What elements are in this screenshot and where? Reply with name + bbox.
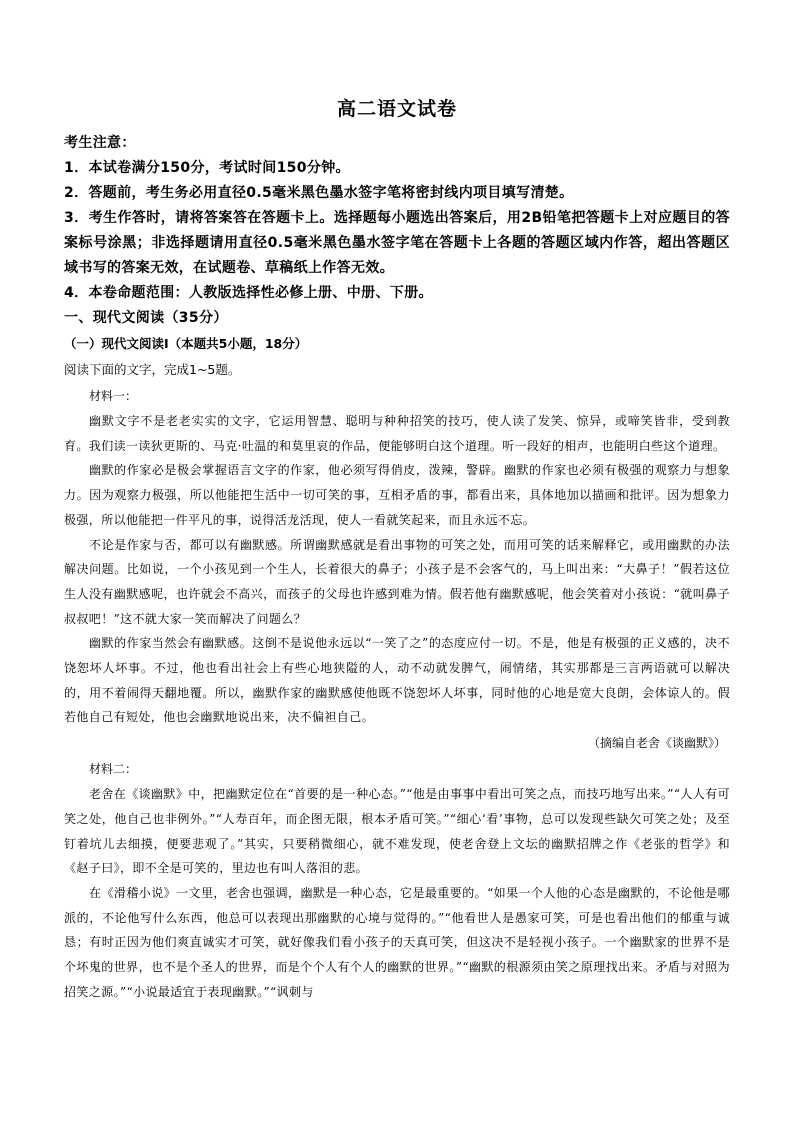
reading-instruction: 阅读下面的文字，完成1~5题。	[64, 362, 241, 377]
subsection-heading: （一）现代文阅读Ⅰ（本题共5小题，18分）	[64, 336, 308, 351]
material-one-paragraph: 幽默的作家当然会有幽默感。这倒不是说他永远以“一笑了之”的态度应付一切。不是，他是有极强的正义感的，决不饶恕坏人坏事。不过，他也看出社会上有些心地狭隘的人，动不动就发脾气，闹情绪，其实那都是三言两语就可以解决的，用不着闹得天翻地覆。所以，幽默作家的幽默感使他既不饶恕坏人坏事，同时他的心地是宽大良朗，会体谅人的。假若他自己有短处，他也会幽默地说出来，决不偏袒自己。	[64, 636, 730, 725]
material-two-paragraph: 在《滑稽小说》一文里，老舍也强调，幽默是一种心态，它是最重要的。“如果一个人他的心态是幽默的，不论他是哪派的，不论他写什么东西，他总可以表现出那幽默的心境与觉得的。”“他看世人是愚家可笑，可是也看出他们的郁重与诚恳；有时正因为他们爽直诚实才可笑，就好像我们看小孩子的天真可笑，但这决不是轻视小孩子。一个幽默家的世界不是个坏鬼的世界，也不是个圣人的世界，而是个个人有个人的幽默的世界。”“幽默的根源须由笑之原理找出来。矛盾与对照为招笑之源。”“小说最适宜于表现幽默。”“讽刺与	[64, 885, 730, 999]
material-one-paragraph: 幽默文字不是老老实实的文字，它运用智慧、聪明与种种招笑的技巧，使人读了发笑、惊异，或啼笑皆非，受到教育。我们读一读狄更斯的、马克·吐温的和莫里哀的作品，便能够明白这个道理。听一段好的相声，也能明白些这个道理。	[64, 414, 730, 453]
notice-item-3: 3．考生作答时，请将答案答在答题卡上。选择题每小题选出答案后，用2B铅笔把答题卡上对应题目的答案标号涂黑；非选择题请用直径0.5毫米黑色墨水签字笔在答题卡上各题的答题区域内作答，超出答题区域书写的答案无效，在试题卷、草稿纸上作答无效。	[64, 210, 730, 276]
section-heading: 一、现代文阅读（35分）	[64, 310, 228, 326]
notice-block	[64, 131, 730, 306]
material-one-label: 材料一：	[89, 389, 138, 403]
exam-page	[64, 96, 730, 1004]
section-modern-reading	[64, 306, 730, 1004]
material-two-label: 材料二：	[89, 762, 138, 777]
page-title: 高二语文试卷	[336, 98, 457, 120]
notice-item-4: 4．本卷命题范围：人教版选择性必修上册、中册、下册。	[64, 285, 433, 301]
material-one-paragraph: 幽默的作家必是极会掌握语言文字的作家，他必须写得俏皮，泼辣，警辟。幽默的作家也必须有极强的观察力与想象力。因为观察力极强，所以他能把生活中一切可笑的事，互相矛盾的事，都看出来，具体地加以描画和批评。因为想象力极强，所以他能把一件平凡的事，说得活龙活现，使人一看就笑起来，而且永远不忘。	[64, 463, 730, 527]
material-one	[64, 383, 730, 756]
notice-item-1: 1．本试卷满分150分，考试时间150分钟。	[64, 160, 350, 176]
notice-heading: 考生注意：	[64, 135, 136, 151]
material-one-source: （摘编自老舍《谈幽默》）	[587, 736, 726, 751]
material-two-paragraph: 老舍在《谈幽默》中，把幽默定位在“首要的是一种心态。”“他是由事事中看出可笑之点，而技巧地写出来。”“人人有可笑之处，他自己也非例外。”“人寿百年，而企图无限，根本矛盾可笑。”“细心‘看’事物，总可以发现些缺欠可笑之处；及至钉着坑儿去细摸，便要悲观了。”其实，只要稍微细心，就不难发现，使老舍登上文坛的幽默招牌之作《老张的哲学》和《赵子曰》，即不全是可笑的，里边也有叫人落泪的悲。	[64, 787, 730, 876]
notice-item-2: 2．答题前，考生务必用直径0.5毫米黑色墨水签字笔将密封线内项目填写清楚。	[64, 185, 574, 201]
material-one-paragraph: 不论是作家与否，都可以有幽默感。所谓幽默感就是看出事物的可笑之处，而用可笑的话来解释它，或用幽默的办法解决问题。比如说，一个小孩见到一个生人，长着很大的鼻子；小孩子是不会客气的，马上叫出来：“大鼻子！”假若这位生人没有幽默感呢，也许就会不高兴，而孩子的父母也许感到难为情。假若他有幽默感呢，他会笑着对小孩说：“就叫鼻子叔叔吧！”这不就大家一笑而解决了问题么？	[64, 537, 730, 626]
material-two	[64, 756, 730, 1004]
